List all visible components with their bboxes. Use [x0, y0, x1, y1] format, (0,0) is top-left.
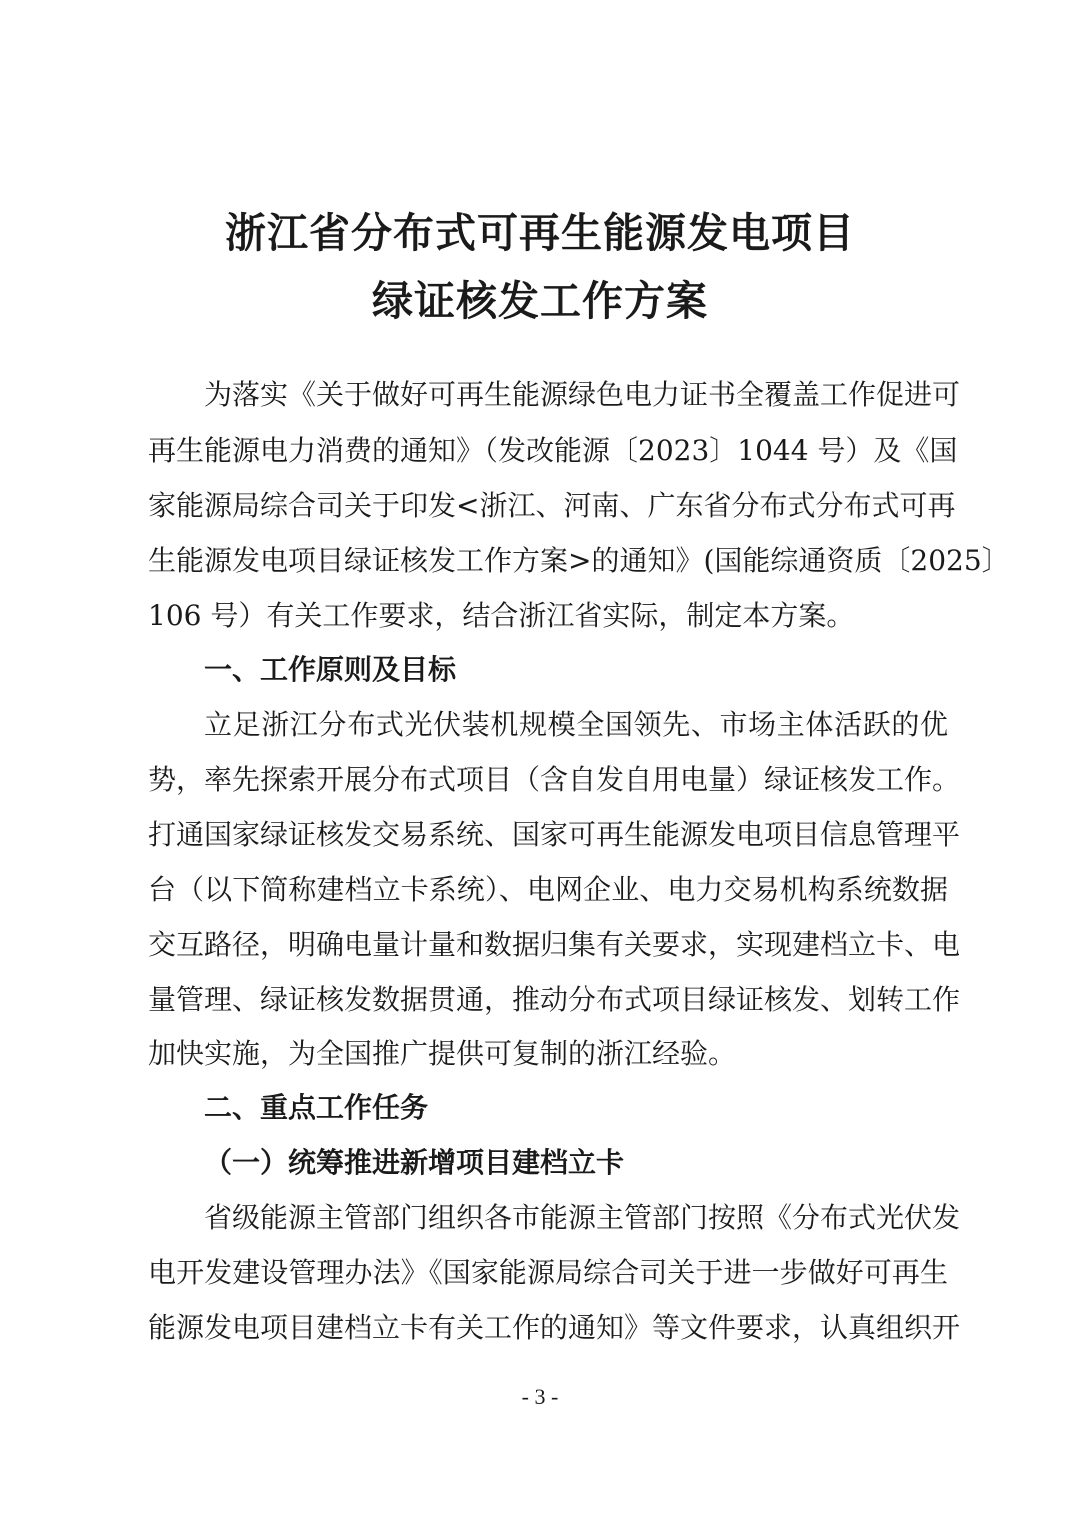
subsection-1-line-3: 能源发电项目建档立卡有关工作的通知》等文件要求，认真组织开 — [148, 1311, 961, 1344]
subsection-1-heading: （一）统筹推进新增项目建档立卡 — [204, 1146, 625, 1179]
section-1-line-5: 交互路径，明确电量计量和数据归集有关要求，实现建档立卡、电 — [148, 928, 961, 961]
document-title-line-1: 浙江省分布式可再生能源发电项目 — [225, 209, 855, 257]
intro-line-2: 再生能源电力消费的通知》（发改能源〔2023〕1044 号）及《国 — [148, 434, 958, 467]
intro-line-1: 为落实《关于做好可再生能源绿色电力证书全覆盖工作促进可 — [204, 378, 961, 411]
page-number: - 3 - — [521, 1384, 559, 1409]
section-1-line-3: 打通国家绿证核发交易系统、国家可再生能源发电项目信息管理平 — [148, 818, 961, 851]
section-1-line-1: 立足浙江分布式光伏装机规模全国领先、市场主体活跃的优 — [204, 708, 948, 741]
document-title-line-2: 绿证核发工作方案 — [372, 277, 708, 325]
intro-line-4: 生能源发电项目绿证核发工作方案>的通知》(国能综通资质〔2025〕 — [148, 544, 1010, 577]
section-1-line-2: 势，率先探索开展分布式项目（含自发自用电量）绿证核发工作。 — [148, 763, 961, 796]
section-1-heading: 一、工作原则及目标 — [204, 653, 457, 686]
subsection-1-line-2: 电开发建设管理办法》《国家能源局综合司关于进一步做好可再生 — [148, 1256, 948, 1289]
subsection-1-line-1: 省级能源主管部门组织各市能源主管部门按照《分布式光伏发 — [204, 1201, 961, 1234]
section-1-line-6: 量管理、绿证核发数据贯通，推动分布式项目绿证核发、划转工作 — [148, 983, 961, 1016]
section-1-line-4: 台（以下简称建档立卡系统）、电网企业、电力交易机构系统数据 — [148, 873, 948, 906]
intro-line-3: 家能源局综合司关于印发<浙江、河南、广东省分布式分布式可再 — [148, 489, 956, 522]
section-1-line-7: 加快实施，为全国推广提供可复制的浙江经验。 — [148, 1037, 737, 1070]
intro-line-5: 106 号）有关工作要求，结合浙江省实际，制定本方案。 — [148, 599, 855, 632]
section-2-heading: 二、重点工作任务 — [204, 1091, 429, 1124]
